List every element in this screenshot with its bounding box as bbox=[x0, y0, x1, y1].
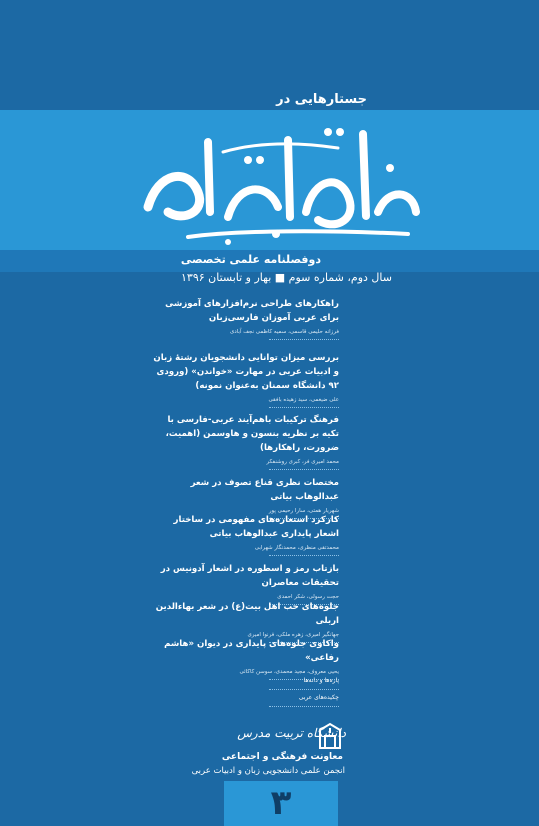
divider bbox=[269, 469, 339, 470]
article-1 bbox=[149, 297, 339, 340]
article-authors: علی ضیغمی، سید زهیده بافقی bbox=[268, 397, 339, 403]
association-name: انجمن علمی دانشجویی زبان و ادبیات عربی bbox=[191, 766, 345, 776]
appendix-line: پاره‌ها و دانه‌ها bbox=[303, 677, 339, 684]
article-authors: یحیی معروف، مجید محمدی، سوسن کاکائی bbox=[239, 669, 339, 675]
article-2 bbox=[149, 351, 339, 408]
university-name: دانشگاه تربیت مدرس bbox=[237, 726, 346, 740]
article-3 bbox=[149, 413, 339, 470]
divider bbox=[269, 706, 339, 707]
article-title: واکاوی جلوه‌های پایداری در دیوان «هاشم رفاعی» bbox=[164, 639, 339, 663]
journal-title-calligraphy bbox=[128, 112, 428, 252]
article-title: جلوه‌های حب اهل بیت(ع) در شعر بهاءالدین اربلی bbox=[155, 602, 339, 626]
article-title: بررسی میزان توانایی دانشجویان رشتهٔ زبان و ادبیات عربی در مهارت «خواندن» (ورودی ۹۲ دانشگاه سمنان به‌عنوان نمونه) bbox=[153, 353, 339, 391]
article-title: فرهنگ ترکیبات باهم‌آیند عربی-فارسی با تکیه بر نظریه بنسون و هاوسمن (اهمیت، ضرورت، راهکارها) bbox=[165, 415, 339, 453]
issue-line: سال دوم، شماره سوم ■ بهار و تابستان ۱۳۹۶ bbox=[181, 271, 392, 284]
journal-supertitle: جستارهایی در bbox=[276, 92, 367, 107]
divider bbox=[269, 555, 339, 556]
journal-subtitle: دوفصلنامه علمی تخصصی bbox=[180, 253, 321, 266]
department-name: معاونت فرهنگی و اجتماعی bbox=[221, 752, 343, 762]
article-authors: محمد امیری فر، کبری روشنفکر bbox=[266, 459, 339, 465]
article-6 bbox=[149, 562, 339, 605]
issue-number: ۳ bbox=[270, 783, 292, 823]
appendix bbox=[149, 676, 339, 710]
article-title: کارکرد استعاره‌های مفهومی در ساختار اشعار پایداری عبدالوهاب بیاتی bbox=[173, 515, 339, 539]
article-title: راهکارهای طراحی نرم‌افزارهای آموزشی برای عربی آموزان فارسی‌زبان bbox=[165, 299, 339, 323]
appendix-line: چکیده‌های عربی bbox=[298, 694, 339, 701]
article-authors: جهانگیر امیری، زهره ملکی، فرنوا امیری bbox=[247, 632, 339, 638]
article-authors: فرزانه حلیمی قاسمی، سمیه کاظمی نجف آبادی bbox=[229, 329, 339, 335]
article-title: بازتاب رمز و اسطوره در اشعار آدونیس در تحقیقات معاصران bbox=[160, 564, 339, 588]
article-authors: محمدتقی منظری، محمدنگار شهرابی bbox=[254, 545, 339, 551]
article-authors: حجت رسولی، شکر احمدی bbox=[277, 594, 339, 600]
article-authors: شهریار همتی، سارا رحیمی پور bbox=[268, 508, 339, 514]
divider bbox=[269, 689, 339, 690]
article-5 bbox=[149, 513, 339, 556]
divider bbox=[269, 407, 339, 408]
article-title: مختصات نظری قناع تصوف در شعر عبدالوهاب بیاتی bbox=[190, 478, 339, 502]
article-8 bbox=[149, 637, 339, 680]
divider bbox=[269, 339, 339, 340]
